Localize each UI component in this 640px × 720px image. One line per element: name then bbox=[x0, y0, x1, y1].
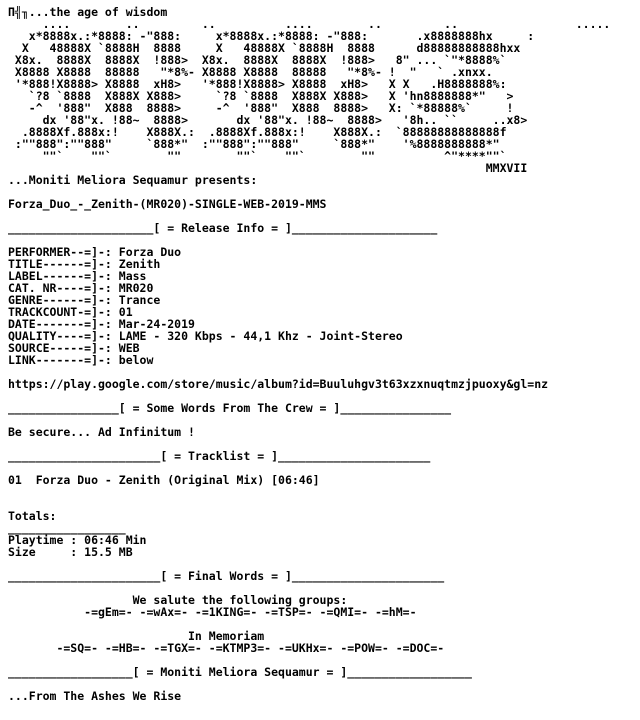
nfo-line: '*888!X8888> X8888 xH8> '*888!X8888> X8888 xH8> X X .H8888888%: bbox=[8, 77, 507, 91]
nfo-line: .8888Xf.888x:! X888X.: .8888Xf.888x:! X888X.: `88888888888888f bbox=[8, 125, 507, 139]
nfo-line: TITLE------=]-: Zenith bbox=[8, 257, 161, 271]
nfo-line: X8x. 8888X 8888X !888> X8x. 8888X 8888X !888> 8" ... `"*8888%` bbox=[8, 53, 507, 67]
nfo-line: X 48888X `8888H 8888 X 48888X `8888H 8888 d88888888888hxx bbox=[8, 41, 521, 55]
nfo-line: ...Moniti Meliora Sequamur presents: bbox=[8, 173, 258, 187]
nfo-line: __________________[ = Moniti Meliora Sequamur = ]__________________ bbox=[8, 665, 472, 679]
nfo-line: Playtime : 06:46 Min bbox=[8, 533, 147, 547]
nfo-line: In Memoriam bbox=[8, 629, 265, 643]
nfo-line: _____________________[ = Release Info = ]_____________________ bbox=[8, 221, 438, 235]
nfo-line: CAT. NR----=]-: MR020 bbox=[8, 281, 154, 295]
nfo-line bbox=[8, 498, 640, 510]
nfo-line: X8888 X8888 88888 "*8%- X8888 X8888 88888 "*8%- ! " ` .xnxx. bbox=[8, 65, 493, 79]
nfo-line: _________________ bbox=[8, 521, 126, 535]
nfo-line: ""` ""` "" ""` ""` "" ^"****""` bbox=[8, 149, 507, 163]
nfo-line: GENRE------=]-: Trance bbox=[8, 293, 161, 307]
nfo-line: https://play.google.com/store/music/album?id=Buuluhgv3t63xzxnuqtmzjpuoxy&gl=nz bbox=[8, 377, 549, 391]
nfo-line: x*8888x.:*8888: -"888: x*8888x.:*8888: -"888: .x8888888hx : bbox=[8, 29, 535, 43]
nfo-line: -^ '888" X888 8888> -^ '888" X888 8888> X: `*88888%` ! bbox=[8, 101, 514, 115]
nfo-line: LINK-------=]-: below bbox=[8, 353, 154, 367]
nfo-text-block bbox=[8, 6, 640, 702]
nfo-line: MMXVII bbox=[8, 161, 528, 175]
nfo-line: :""888":""888" `888*" :""888":""888" `888*" '%8888888888*" bbox=[8, 137, 500, 151]
nfo-line bbox=[8, 486, 640, 498]
nfo-line: QUALITY----=]-: LAME - 320 Kbps - 44,1 Khz - Joint-Stereo bbox=[8, 329, 403, 343]
nfo-line: -=gEm=- -=wAx=- -=1KING=- -=TSP=- -=QMI=- -=hM=- bbox=[8, 605, 417, 619]
nfo-line: Size : 15.5 MB bbox=[8, 545, 133, 559]
nfo-line: PERFORMER--=]-: Forza Duo bbox=[8, 245, 182, 259]
nfo-line: `?8 `8888 X888X X888> `?8 `8888 X888X X888> X 'hn8888888*" > bbox=[8, 89, 514, 103]
nfo-line: Π╣╖...the age of wisdom bbox=[8, 6, 168, 19]
nfo-line: DATE-------=]-: Mar-24-2019 bbox=[8, 317, 195, 331]
nfo-line: .... .. .. .... .. .. ..... bbox=[8, 17, 611, 31]
nfo-line: TRACKCOUNT-=]-: 01 bbox=[8, 305, 133, 319]
nfo-line: Forza_Duo_-_Zenith-(MR020)-SINGLE-WEB-2019-MMS bbox=[8, 197, 327, 211]
nfo-line: ...From The Ashes We Rise bbox=[8, 689, 182, 702]
nfo-line: SOURCE-----=]-: WEB bbox=[8, 341, 140, 355]
nfo-line: ______________________[ = Final Words = ]______________________ bbox=[8, 569, 445, 583]
nfo-line: Totals: bbox=[8, 509, 57, 523]
nfo-line: ________________[ = Some Words From The Crew = ]________________ bbox=[8, 401, 452, 415]
nfo-line: 01 Forza Duo - Zenith (Original Mix) [06:46] bbox=[8, 473, 320, 487]
nfo-line: We salute the following groups: bbox=[8, 593, 348, 607]
nfo-line: LABEL------=]-: Mass bbox=[8, 269, 147, 283]
nfo-line: Be secure... Ad Infinitum ! bbox=[8, 425, 195, 439]
nfo-line: ______________________[ = Tracklist = ]______________________ bbox=[8, 449, 431, 463]
nfo-line: -=SQ=- -=HB=- -=TGX=- -=KTMP3=- -=UKHx=- -=POW=- -=DOC=- bbox=[8, 641, 445, 655]
nfo-line: dx '88"x. !88~ 8888> dx '88"x. !88~ 8888> '8h.. `` ..x8> bbox=[8, 113, 528, 127]
